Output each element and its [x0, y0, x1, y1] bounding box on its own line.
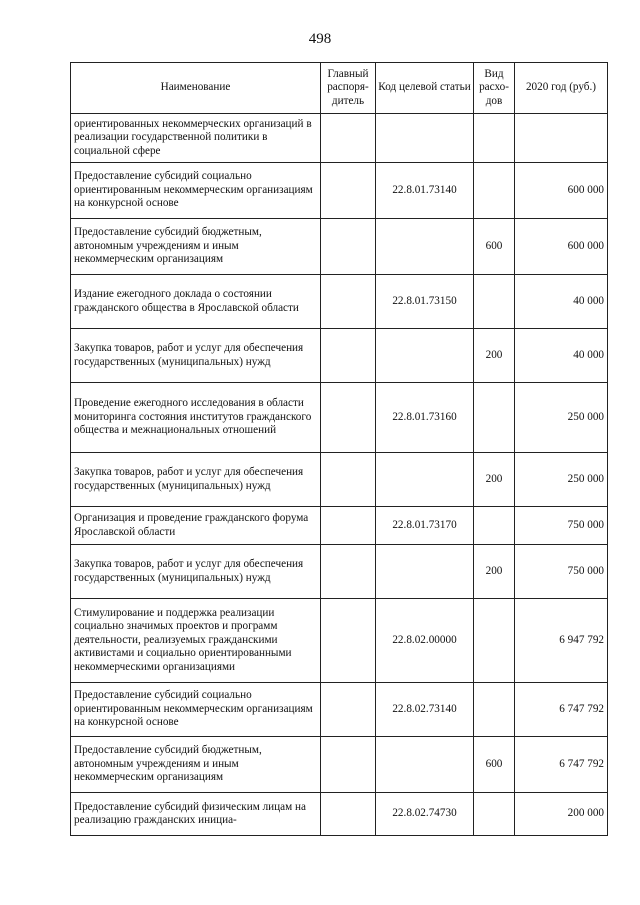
row-amount-cell: 40 000	[515, 275, 608, 329]
row-code-cell: 22.8.01.73150	[376, 275, 474, 329]
row-amount-cell: 250 000	[515, 453, 608, 507]
row-admin-cell	[321, 163, 376, 219]
row-name-cell: Закупка товаров, работ и услуг для обеспечения государственных (муниципальных) нужд	[71, 329, 321, 383]
row-code-cell	[376, 545, 474, 599]
row-kind-cell: 600	[474, 737, 515, 793]
row-name-cell: Проведение ежегодного исследования в области мониторинга состояния институтов гражданского общества и межнациональных отношений	[71, 383, 321, 453]
row-code-cell: 22.8.02.00000	[376, 599, 474, 683]
row-kind-cell	[474, 383, 515, 453]
row-name-cell: Закупка товаров, работ и услуг для обеспечения государственных (муниципальных) нужд	[71, 545, 321, 599]
table-row	[71, 329, 608, 383]
table-row	[71, 599, 608, 683]
table-body	[71, 114, 608, 836]
row-amount-cell: 200 000	[515, 793, 608, 836]
row-code-cell	[376, 219, 474, 275]
row-amount-cell: 6 747 792	[515, 683, 608, 737]
row-admin-cell	[321, 507, 376, 545]
table-row	[71, 737, 608, 793]
row-admin-cell	[321, 599, 376, 683]
row-code-cell	[376, 737, 474, 793]
row-kind-cell	[474, 683, 515, 737]
header-amount: 2020 год (руб.)	[515, 63, 608, 114]
row-code-cell: 22.8.02.74730	[376, 793, 474, 836]
row-kind-cell	[474, 114, 515, 163]
row-name-cell: Организация и проведение гражданского форума Ярославской области	[71, 507, 321, 545]
row-admin-cell	[321, 683, 376, 737]
row-kind-cell: 200	[474, 453, 515, 507]
row-name-cell: Предоставление субсидий физическим лицам на реализацию гражданских инициа-	[71, 793, 321, 836]
row-amount-cell: 600 000	[515, 219, 608, 275]
row-kind-cell: 600	[474, 219, 515, 275]
header-admin: Главный распоря-дитель	[321, 63, 376, 114]
row-name-cell: Закупка товаров, работ и услуг для обеспечения государственных (муниципальных) нужд	[71, 453, 321, 507]
row-kind-cell	[474, 599, 515, 683]
header-code: Код целевой статьи	[376, 63, 474, 114]
table-row	[71, 163, 608, 219]
table-row	[71, 114, 608, 163]
row-amount-cell: 750 000	[515, 545, 608, 599]
row-admin-cell	[321, 114, 376, 163]
row-amount-cell	[515, 114, 608, 163]
table-row	[71, 793, 608, 836]
table-row	[71, 383, 608, 453]
row-code-cell: 22.8.01.73170	[376, 507, 474, 545]
row-name-cell: Предоставление субсидий социально ориентированным некоммерческим организациям на конкурсной основе	[71, 163, 321, 219]
row-amount-cell: 600 000	[515, 163, 608, 219]
row-kind-cell	[474, 163, 515, 219]
row-admin-cell	[321, 329, 376, 383]
row-name-cell: Стимулирование и поддержка реализации социально значимых проектов и программ деятельности, реализуемых гражданскими активистами и социально ориентированными некоммерческими организациями	[71, 599, 321, 683]
row-amount-cell: 6 947 792	[515, 599, 608, 683]
row-amount-cell: 6 747 792	[515, 737, 608, 793]
row-admin-cell	[321, 383, 376, 453]
row-name-cell: Предоставление субсидий социально ориентированным некоммерческим организациям на конкурсной основе	[71, 683, 321, 737]
table-row	[71, 453, 608, 507]
row-admin-cell	[321, 793, 376, 836]
row-amount-cell: 750 000	[515, 507, 608, 545]
row-kind-cell	[474, 793, 515, 836]
row-name-cell: ориентированных некоммерческих организаций в реализации государственной политики в социальной сфере	[71, 114, 321, 163]
row-admin-cell	[321, 737, 376, 793]
row-kind-cell: 200	[474, 329, 515, 383]
table-row	[71, 683, 608, 737]
row-admin-cell	[321, 545, 376, 599]
row-admin-cell	[321, 453, 376, 507]
row-admin-cell	[321, 219, 376, 275]
header-kind: Вид расхо-дов	[474, 63, 515, 114]
row-kind-cell	[474, 507, 515, 545]
row-name-cell: Предоставление субсидий бюджетным, автономным учреждениям и иным некоммерческим организациям	[71, 219, 321, 275]
page-number: 498	[308, 31, 332, 47]
budget-table	[70, 62, 608, 836]
row-name-cell: Предоставление субсидий бюджетным, автономным учреждениям и иным некоммерческим организациям	[71, 737, 321, 793]
row-name-cell: Издание ежегодного доклада о состоянии гражданского общества в Ярославской области	[71, 275, 321, 329]
row-code-cell	[376, 453, 474, 507]
header-name: Наименование	[71, 63, 321, 114]
row-kind-cell	[474, 275, 515, 329]
row-code-cell: 22.8.02.73140	[376, 683, 474, 737]
row-code-cell: 22.8.01.73140	[376, 163, 474, 219]
row-admin-cell	[321, 275, 376, 329]
table-row	[71, 219, 608, 275]
table-row	[71, 507, 608, 545]
row-code-cell: 22.8.01.73160	[376, 383, 474, 453]
table-row	[71, 275, 608, 329]
table-header-row	[71, 63, 608, 114]
table-row	[71, 545, 608, 599]
row-kind-cell: 200	[474, 545, 515, 599]
row-amount-cell: 40 000	[515, 329, 608, 383]
row-code-cell	[376, 329, 474, 383]
row-amount-cell: 250 000	[515, 383, 608, 453]
row-code-cell	[376, 114, 474, 163]
